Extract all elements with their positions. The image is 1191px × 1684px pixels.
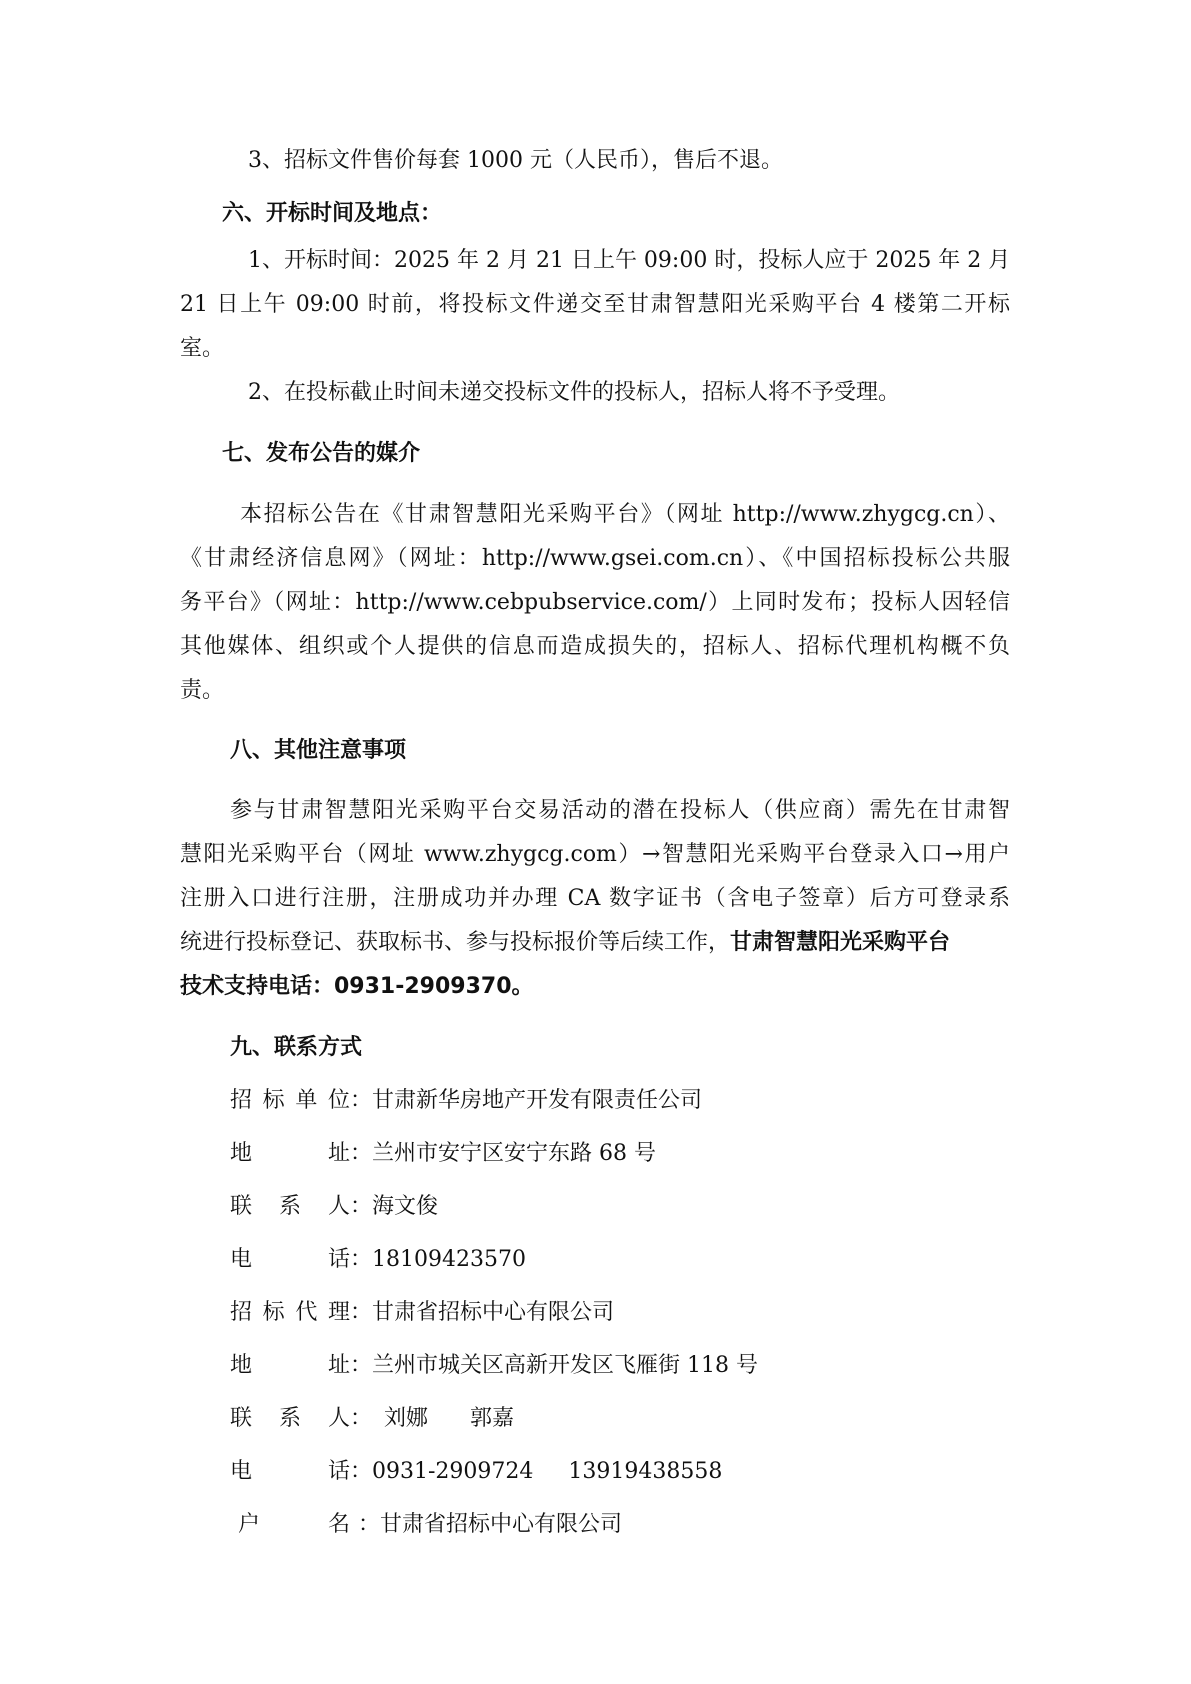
section-six-heading: 六、开标时间及地点： bbox=[222, 201, 443, 226]
opening-time-line-3: 室。 bbox=[180, 336, 225, 361]
contact-colon: ： bbox=[350, 1406, 373, 1431]
contact-colon: ： bbox=[350, 1247, 373, 1272]
media-line-2: 《甘肃经济信息网》（网址：http://www.gsei.com.cn）、《中国招标投标公共服 bbox=[180, 546, 1010, 571]
contact-colon: ： bbox=[350, 1300, 373, 1325]
contact-label: 联系人 bbox=[230, 1406, 350, 1431]
contact-label: 招标代理 bbox=[230, 1300, 350, 1325]
media-line-5: 责。 bbox=[180, 678, 225, 703]
contact-value: 兰州市安宁区安宁东路 68 号 bbox=[372, 1141, 656, 1166]
notice-line-3: 注册入口进行注册，注册成功并办理 CA 数字证书（含电子签章）后方可登录系 bbox=[180, 886, 1010, 911]
notice-line-4 bbox=[180, 928, 1010, 958]
contact-label: 地址 bbox=[230, 1141, 350, 1166]
contact-value: 海文俊 bbox=[372, 1194, 439, 1219]
contact-label: 电话 bbox=[230, 1459, 350, 1484]
section-seven-heading: 七、发布公告的媒介 bbox=[222, 441, 421, 466]
opening-time-line-1: 1、开标时间：2025 年 2 月 21 日上午 09:00 时，投标人应于 2025 年 2 月 bbox=[248, 248, 1011, 273]
contact-value: 0931-2909724 13919438558 bbox=[372, 1459, 723, 1484]
contact-value: 甘肃新华房地产开发有限责任公司 bbox=[372, 1088, 703, 1113]
late-submission-note: 2、在投标截止时间未递交投标文件的投标人，招标人将不予受理。 bbox=[248, 380, 900, 405]
media-line-4: 其他媒体、组织或个人提供的信息而造成损失的，招标人、招标代理机构概不负 bbox=[180, 634, 1010, 659]
contact-colon: ： bbox=[350, 1194, 373, 1219]
contact-label: 招标单位 bbox=[230, 1088, 350, 1113]
contact-colon: ： bbox=[350, 1353, 373, 1378]
section-nine-heading: 九、联系方式 bbox=[230, 1035, 363, 1060]
support-phone-line: 技术支持电话：0931-2909370。 bbox=[180, 974, 534, 999]
contact-label: 联系人 bbox=[230, 1194, 350, 1219]
notice-line-4-text: 统进行投标登记、获取标书、参与投标报价等后续工作， bbox=[180, 930, 731, 955]
contact-colon: ： bbox=[358, 1512, 381, 1537]
contact-value: 甘肃省招标中心有限公司 bbox=[372, 1300, 615, 1325]
media-line-3: 务平台》（网址：http://www.cebpubservice.com/）上同时发布；投标人因轻信 bbox=[180, 590, 1010, 615]
section-eight-heading: 八、其他注意事项 bbox=[230, 738, 407, 763]
media-line-1: 本招标公告在《甘肃智慧阳光采购平台》（网址 http://www.zhygcg.cn）、 bbox=[240, 502, 1010, 527]
contact-value: 兰州市城关区高新开发区飞雁街 118 号 bbox=[372, 1353, 758, 1378]
contact-colon: ： bbox=[350, 1141, 373, 1166]
opening-time-line-2: 21 日上午 09:00 时前，将投标文件递交至甘肃智慧阳光采购平台 4 楼第二开标 bbox=[180, 292, 1010, 317]
contact-label: 地址 bbox=[230, 1353, 350, 1378]
contact-value: 18109423570 bbox=[372, 1247, 526, 1272]
contact-value: 刘娜 郭嘉 bbox=[384, 1406, 514, 1431]
contact-colon: ： bbox=[350, 1088, 373, 1113]
notice-line-1: 参与甘肃智慧阳光采购平台交易活动的潜在投标人（供应商）需先在甘肃智 bbox=[230, 798, 1010, 823]
contact-value: 甘肃省招标中心有限公司 bbox=[380, 1512, 623, 1537]
contact-colon: ： bbox=[350, 1459, 373, 1484]
notice-line-2: 慧阳光采购平台（网址 www.zhygcg.com）→智慧阳光采购平台登录入口→用户 bbox=[180, 842, 1010, 867]
contact-label: 电话 bbox=[230, 1247, 350, 1272]
contact-label: 户名 bbox=[238, 1512, 350, 1537]
notice-line-4-bold: 甘肃智慧阳光采购平台 bbox=[730, 930, 951, 955]
tender-fee-note: 3、招标文件售价每套 1000 元（人民币），售后不退。 bbox=[248, 148, 783, 173]
